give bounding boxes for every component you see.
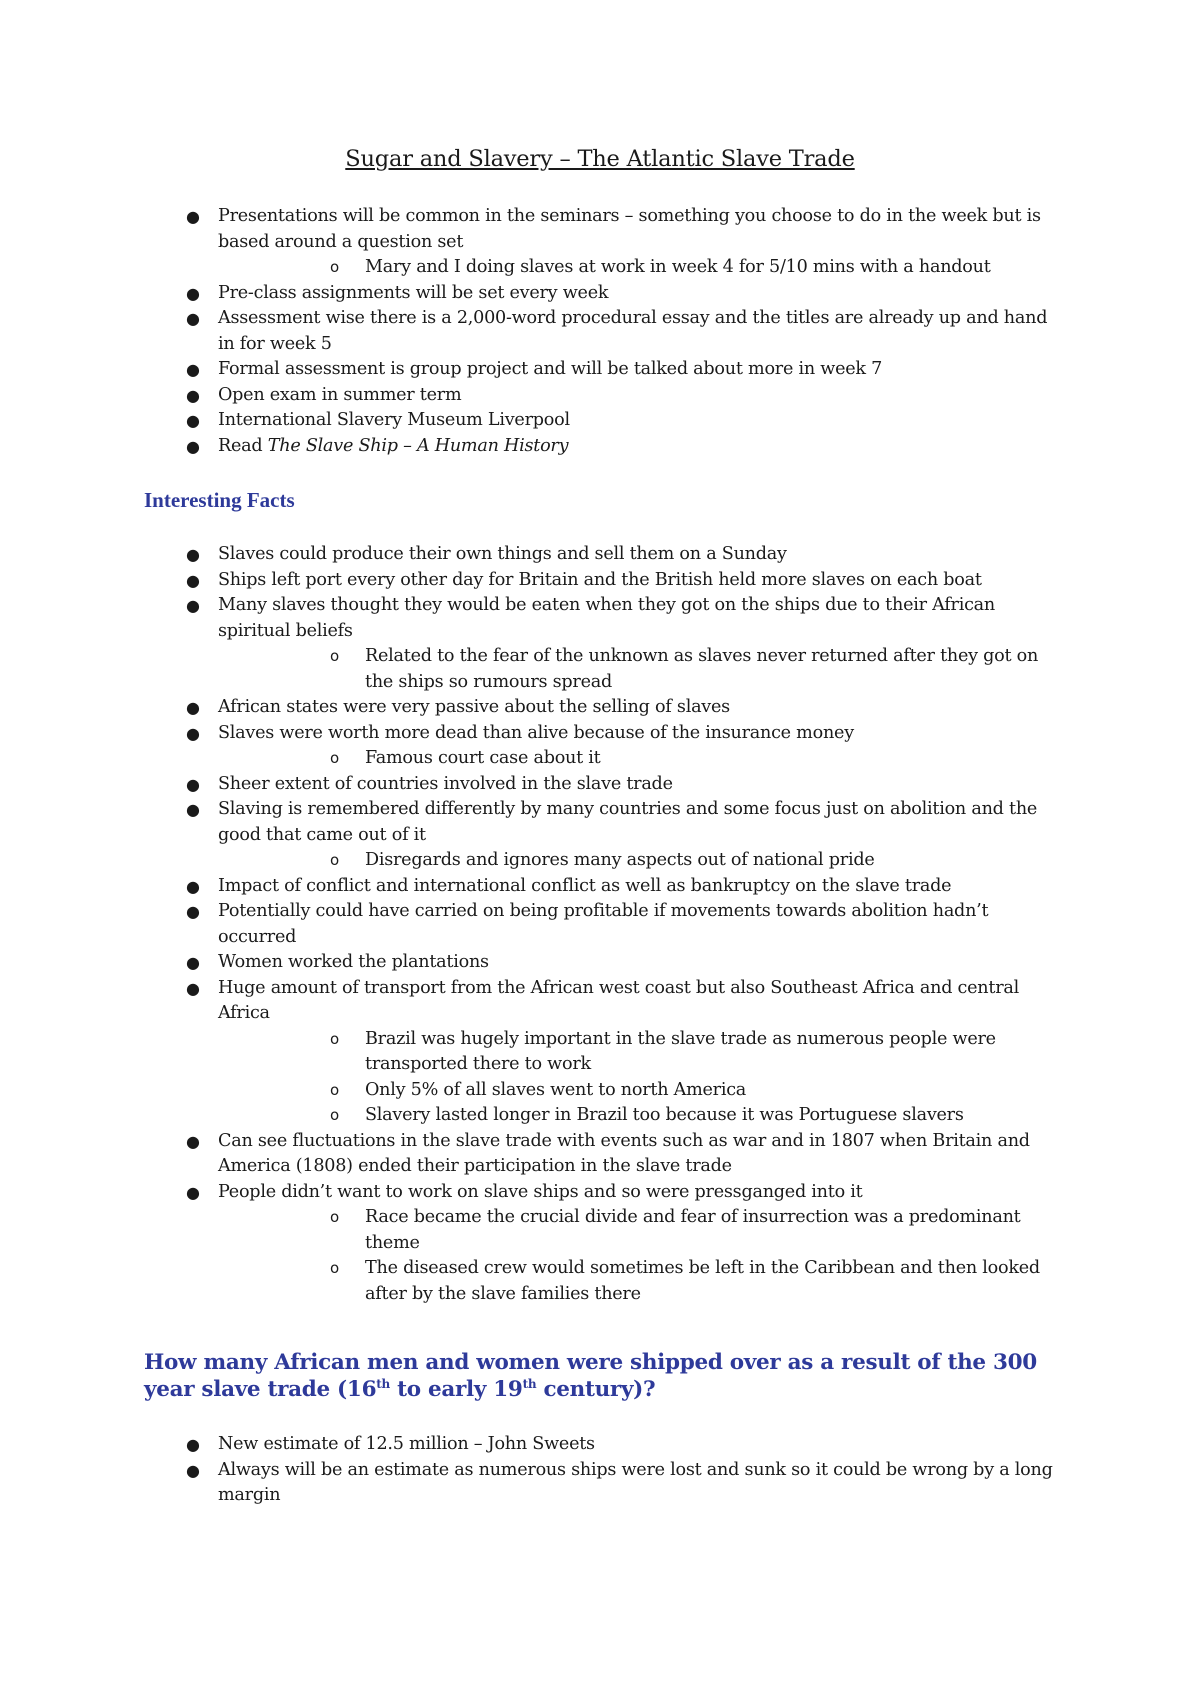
list-item-text: Ships left port every other day for Britain and the British held more slaves on each boat <box>218 569 982 590</box>
question-heading-sup2: th <box>522 1376 537 1391</box>
list-item-text: Only 5% of all slaves went to north America <box>365 1079 747 1100</box>
sub-list-item <box>330 746 1068 772</box>
list-item <box>186 1458 1068 1509</box>
bullet-icon: ● <box>186 876 200 896</box>
sub-list-item <box>330 1205 1068 1256</box>
bullet-icon: ● <box>186 902 200 921</box>
sub-list-item <box>330 1103 1068 1129</box>
list-item <box>186 976 1068 1027</box>
question-heading <box>144 1349 1064 1403</box>
book-title: The Slave Ship – A Human History <box>267 435 569 456</box>
bullet-icon: ● <box>186 1131 200 1151</box>
bullet-icon: ● <box>186 385 200 405</box>
sub-list-item <box>330 848 1068 874</box>
sub-bullet-icon: o <box>330 851 339 869</box>
list-item-text: People didn’t want to work on slave ships and so were pressganged into it <box>218 1181 863 1202</box>
list-item-text: Assessment wise there is a 2,000-word procedural essay and the titles are already up and hand in for week 5 <box>218 308 1048 354</box>
list-item-text: Can see fluctuations in the slave trade with events such as war and in 1807 when Britain and America (1808) ended their participation in the slave trade <box>218 1130 1030 1176</box>
list-item-text: Related to the fear of the unknown as slaves never returned after they got on the ships so rumours spread <box>365 646 1039 692</box>
bullet-icon: ● <box>186 570 200 590</box>
bullet-icon: ● <box>186 411 200 430</box>
list-item-text: New estimate of 12.5 million – John Sweets <box>218 1434 595 1454</box>
list-item <box>186 695 1068 721</box>
bullet-icon: ● <box>186 436 200 456</box>
question-heading-part2: to early 19 <box>389 1377 523 1402</box>
list-item-text: Women worked the plantations <box>218 952 489 972</box>
sub-bullet-icon: o <box>330 1106 339 1124</box>
list-item-text: Race became the crucial divide and fear of insurrection was a predominant theme <box>365 1207 1021 1253</box>
list-item <box>186 281 1068 307</box>
sub-list-item <box>330 255 1068 281</box>
list-item <box>186 542 1068 568</box>
list-item <box>186 772 1068 798</box>
list-item-text: Many slaves thought they would be eaten when they got on the ships due to their African spiritual beliefs <box>218 595 995 641</box>
list-item <box>186 1180 1068 1206</box>
bullet-icon: ● <box>186 800 200 819</box>
bullet-icon: ● <box>186 1182 200 1202</box>
sub-bullet-icon: o <box>330 1080 339 1099</box>
list-item <box>186 899 1068 950</box>
list-item-text: Always will be an estimate as numerous ships were lost and sunk so it could be wrong by a long margin <box>218 1459 1053 1505</box>
sub-bullet-icon: o <box>330 1208 339 1226</box>
list-item-text: Slavery lasted longer in Brazil too because it was Portuguese slavers <box>365 1105 964 1125</box>
sub-bullet-icon: o <box>330 749 339 767</box>
list-item-text: International Slavery Museum Liverpool <box>218 410 570 430</box>
question-heading-part1: How many African men and women were shipped over as a result of the 300 year slave trade (16 <box>144 1350 1037 1402</box>
list-item-text: African states were very passive about the selling of slaves <box>218 697 730 717</box>
bullet-icon: ● <box>186 774 200 794</box>
list-item <box>186 1129 1068 1180</box>
bullet-icon: ● <box>186 596 200 615</box>
bullet-icon: ● <box>186 698 200 717</box>
list-item-text: Impact of conflict and international conflict as well as bankruptcy on the slave trade <box>218 875 952 896</box>
list-item <box>186 434 1068 460</box>
list-item <box>186 568 1068 594</box>
bullet-icon: ● <box>186 1460 200 1480</box>
list-item-text: Famous court case about it <box>365 748 601 768</box>
bullet-icon: ● <box>186 207 200 226</box>
list-item-text: Mary and I doing slaves at work in week 4 for 5/10 mins with a handout <box>365 257 991 277</box>
sub-bullet-icon: o <box>330 1259 339 1277</box>
list-item-text: Pre-class assignments will be set every week <box>218 282 609 303</box>
bullet-icon: ● <box>186 953 200 972</box>
list-item-text: Huge amount of transport from the African west coast but also Southeast Africa and central Africa <box>218 977 1019 1023</box>
list-item-text: The diseased crew would sometimes be left in the Caribbean and then looked after by the slave families there <box>365 1258 1040 1304</box>
sub-bullet-icon: o <box>330 1029 339 1048</box>
interesting-facts-heading: Interesting Facts <box>144 488 295 512</box>
sub-list-item <box>330 1027 1068 1078</box>
list-item-text: Slaves could produce their own things and sell them on a Sunday <box>218 544 787 564</box>
list-item-text: Sheer extent of countries involved in the slave trade <box>218 773 673 794</box>
bullet-icon: ● <box>186 360 200 379</box>
question-heading-part3: century)? <box>536 1377 656 1402</box>
bullet-icon: ● <box>186 1435 200 1454</box>
list-item-text: Read <box>218 435 268 456</box>
list-item-text: Brazil was hugely important in the slave trade as numerous people were transported there to work <box>365 1028 996 1074</box>
list-item-text: Formal assessment is group project and will be talked about more in week 7 <box>218 359 883 379</box>
list-item-text: Slaves were worth more dead than alive because of the insurance money <box>218 722 854 743</box>
list-item-text: Slaving is remembered differently by many countries and some focus just on abolition and the good that came out of it <box>218 799 1038 845</box>
question-heading-sup1: th <box>376 1376 390 1391</box>
list-item <box>186 306 1068 357</box>
bullet-icon: ● <box>186 309 200 328</box>
list-item <box>186 797 1068 848</box>
list-item <box>186 357 1068 383</box>
list-item <box>186 1432 1068 1458</box>
list-item <box>186 408 1068 434</box>
list-item-text: Disregards and ignores many aspects out of national pride <box>365 850 875 870</box>
list-item <box>186 721 1068 747</box>
document-title: Sugar and Slavery – The Atlantic Slave Trade <box>345 146 855 172</box>
list-item <box>186 593 1068 644</box>
list-item-text: Potentially could have carried on being profitable if movements towards abolition hadn’t occurred <box>218 901 989 947</box>
sub-bullet-icon: o <box>330 258 339 276</box>
facts-list <box>0 542 1200 1307</box>
bullet-icon: ● <box>186 283 200 303</box>
sub-bullet-icon: o <box>330 647 339 665</box>
intro-list <box>0 204 1200 459</box>
sub-list-item <box>330 644 1068 695</box>
list-item <box>186 950 1068 976</box>
list-item-text: Open exam in summer term <box>218 384 462 405</box>
sub-list-item <box>330 1256 1068 1307</box>
question-list <box>0 1432 1200 1509</box>
bullet-icon: ● <box>186 545 200 564</box>
list-item <box>186 204 1068 255</box>
list-item-text: Presentations will be common in the seminars – something you choose to do in the week but is based around a question set <box>218 206 1041 252</box>
list-item <box>186 874 1068 900</box>
bullet-icon: ● <box>186 723 200 743</box>
list-item <box>186 383 1068 409</box>
bullet-icon: ● <box>186 978 200 998</box>
sub-list-item <box>330 1078 1068 1104</box>
